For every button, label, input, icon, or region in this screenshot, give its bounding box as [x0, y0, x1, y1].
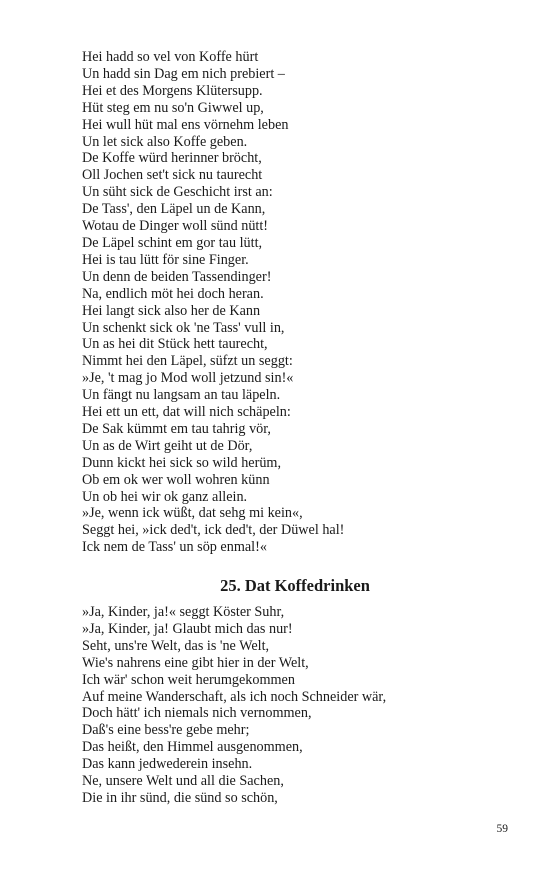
poem-line: Hei langt sick also her de Kann	[82, 302, 261, 319]
poem-line: »Ja, Kinder, ja!« seggt Köster Suhr,	[82, 604, 285, 620]
poem-line: De Sak kümmt em tau tahrig vör,	[82, 420, 271, 437]
poem-line: Un let sick also Koffe geben.	[82, 133, 248, 150]
poem-line: Seht, uns're Welt, das is 'ne Welt,	[82, 637, 270, 654]
poem-line: Un süht sick de Geschicht irst an:	[82, 184, 273, 201]
poem-line: Die in ihr sünd, die sünd so schön,	[82, 789, 278, 806]
poem-line: Oll Jochen set't sick nu taurecht	[82, 167, 263, 184]
section-poem	[82, 604, 522, 807]
poem-line: Wie's nahrens eine gibt hier in der Welt,	[82, 654, 309, 671]
poem-line: Dunn kickt hei sick so wild herüm,	[82, 454, 281, 471]
section-title: 25. Dat Koffedrinken	[220, 576, 370, 595]
poem-line: Hei wull hüt mal ens vörnehm leben	[82, 116, 289, 133]
poem-line: Na, endlich möt hei doch heran.	[82, 285, 264, 302]
poem-line: Das kann jedwederein insehn.	[82, 756, 253, 773]
poem-line: »Ja, Kinder, ja! Glaubt mich das nur!	[82, 620, 293, 637]
poem-line: Doch hätt' ich niemals nich vernommen,	[82, 705, 312, 722]
poem-line: Auf meine Wanderschaft, als ich noch Schneider wär,	[82, 688, 387, 705]
poem-line: Ich wär' schon weit herumgekommen	[82, 671, 295, 688]
poem-line: Un fängt nu langsam an tau läpeln.	[82, 387, 281, 404]
poem-line: Hei et des Morgens Klütersupp.	[82, 82, 263, 99]
poem-line: Nimmt hei den Läpel, süfzt un seggt:	[82, 353, 293, 370]
poem-line: Un hadd sin Dag em nich prebiert –	[82, 65, 285, 82]
poem-line: Hei hadd so vel von Koffe hürt	[82, 49, 259, 65]
poem-line: De Läpel schint em gor tau lütt,	[82, 234, 263, 251]
poem-line: Ob em ok wer woll wohren künn	[82, 471, 270, 488]
poem-line: »Je, wenn ick wüßt, dat sehg mi kein«,	[82, 505, 303, 522]
poem-line: Seggt hei, »ick ded't, ick ded't, der Düwel hal!	[82, 522, 345, 539]
poem-line: Un ob hei wir ok ganz allein.	[82, 488, 248, 505]
poem-line: Hei ett un ett, dat will nich schäpeln:	[82, 404, 291, 421]
poem-line: Hei is tau lütt för sine Finger.	[82, 251, 249, 268]
poem-line: Un denn de beiden Tassendinger!	[82, 268, 272, 285]
poem-line: De Tass', den Läpel un de Kann,	[82, 201, 266, 218]
poem-continued	[82, 49, 522, 556]
poem-line: Un as hei dit Stück hett taurecht,	[82, 336, 268, 353]
poem-line: Un schenkt sick ok 'ne Tass' vull in,	[82, 319, 285, 336]
poem-line: Daß's eine bess're gebe mehr;	[82, 722, 250, 739]
poem-line: »Je, 't mag jo Mod woll jetzund sin!«	[82, 370, 294, 387]
poem-line: Ick nem de Tass' un söp enmal!«	[82, 539, 267, 556]
poem-line: Hüt steg em nu so'n Giwwel up,	[82, 99, 264, 116]
poem-line: Das heißt, den Himmel ausgenommen,	[82, 739, 303, 756]
poem-line: De Koffe würd herinner bröcht,	[82, 150, 262, 167]
poem-line: Wotau de Dinger woll sünd nütt!	[82, 218, 269, 235]
poem-line: Un as de Wirt geiht ut de Dör,	[82, 437, 253, 454]
poem-line: Ne, unsere Welt und all die Sachen,	[82, 773, 284, 790]
page-number: 59	[496, 823, 508, 835]
